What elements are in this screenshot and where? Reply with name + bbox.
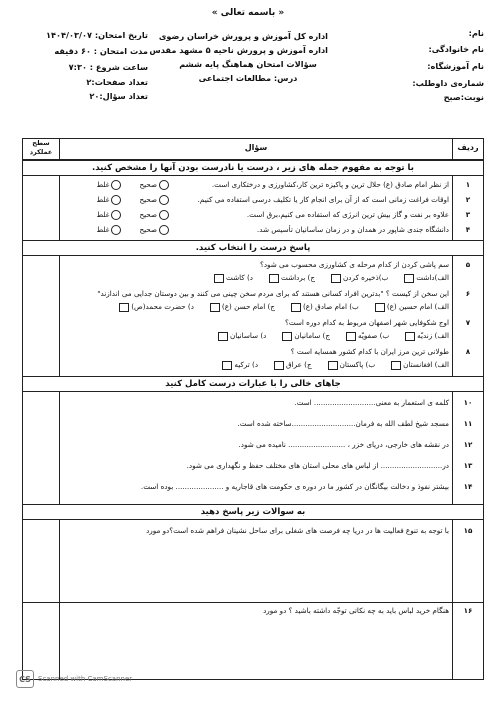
answer-options	[81, 331, 449, 341]
option	[267, 273, 315, 283]
option-checkbox[interactable]	[269, 274, 279, 283]
option-checkbox[interactable]	[404, 274, 414, 283]
true-false-row	[23, 225, 483, 239]
option-label: ج) سامانیان	[294, 331, 330, 340]
exam-header	[8, 6, 488, 138]
multiple-choice-row	[23, 347, 483, 375]
question-text: علاوه بر نفت و گاز بیش ترین انرژی که استفاده می کنیم،برق است.	[246, 210, 449, 219]
short-answer-section	[23, 520, 483, 680]
option-checkbox[interactable]	[375, 303, 385, 312]
option	[403, 331, 449, 341]
option	[220, 360, 258, 370]
true-false-row	[23, 195, 483, 209]
question-text: این سخن از کیست ؟ "بدترین افراد کسانی هستند که برای مردم سخن چینی می کنند و بین دوستان جدایی می اندازند"	[97, 289, 449, 298]
option-label: د) حضرت محمد(ص)	[131, 302, 194, 311]
option-checkbox[interactable]	[346, 332, 356, 341]
option-checkbox[interactable]	[391, 361, 401, 370]
option	[344, 331, 389, 341]
short-answer-row	[23, 526, 483, 604]
multiple-choice-row	[23, 318, 483, 346]
exam-date: تاریخ امتحان: ۱۴۰۴/۰۳/۰۷	[46, 30, 148, 40]
option	[212, 273, 253, 283]
true-label: صحیح	[139, 195, 157, 204]
option-label: ج) امام حسن (ع)	[221, 302, 275, 311]
true-label: صحیح	[139, 210, 157, 219]
option-checkbox[interactable]	[282, 332, 292, 341]
option-checkbox[interactable]	[328, 361, 338, 370]
row-number: ۴	[465, 225, 471, 234]
fill-blank-row	[23, 398, 483, 416]
row-number: ۸	[465, 347, 471, 356]
option-checkbox[interactable]	[291, 303, 301, 312]
answer-area[interactable]	[63, 540, 449, 598]
subject: درس: مطالعات اجتماعی	[198, 73, 298, 83]
page-count: تعداد صفحات:۲	[86, 77, 148, 87]
option-label: ج) عراق	[286, 360, 312, 369]
false-label: غلط	[96, 180, 110, 189]
option-label: ب)ذخیره کردن	[343, 273, 389, 282]
answer-options	[63, 210, 171, 220]
question-text: با توجه به تنوع فعالیت ها در دریا چه فرصت های شغلی برای ساحل نشینان فراهم شده است؟دو مورد	[146, 526, 449, 535]
shift-field: نوبت:صبح	[443, 92, 484, 102]
name-field: نام:	[468, 28, 484, 38]
fill-blank-row	[23, 461, 483, 479]
option-checkbox[interactable]	[119, 303, 129, 312]
option-label: الف) زندیّه	[417, 331, 449, 340]
option-label: د) کاشت	[226, 273, 254, 282]
fill-blank-row	[23, 482, 483, 500]
section-fill-blank-title: جاهای خالی را با عبارات درست کامل کنید	[23, 376, 483, 392]
row-number: ۳	[465, 210, 471, 219]
family-field: نام خانوادگی:	[428, 44, 484, 54]
true-label: صحیح	[139, 180, 157, 189]
fill-blank-row	[23, 440, 483, 458]
true-false-row	[23, 210, 483, 224]
row-number: ۱۶	[463, 606, 473, 615]
answer-options	[63, 195, 171, 205]
org-line-1: اداره کل آموزش و پرورش خراسان رضوی	[158, 31, 328, 41]
option-label: الف) امام حسین (ع)	[386, 302, 449, 311]
row-number: ۲	[465, 195, 471, 204]
option	[272, 360, 312, 370]
true-false-row	[23, 180, 483, 194]
fill-blank-section	[23, 392, 483, 504]
question-text[interactable]: در نقشه های خارجی، دریای خزر ، ......................... نامیده می شود.	[238, 440, 449, 449]
question-text: اوقات فراغت زمانی است که از آن برای انجام کار یا تکلیف درسی استفاده می کنیم.	[197, 195, 449, 204]
question-text: سم پاشی کردن از کدام مرحله ی کشاورزی محسوب می شود؟	[260, 260, 449, 269]
option-label: ج) برداشت	[281, 273, 315, 282]
section-true-false-title: با توجه به مفهوم جمله های زیر ، درست یا نادرست بودن آنها را مشخص کنید.	[23, 160, 483, 176]
multiple-choice-row	[23, 260, 483, 288]
section-short-answer-title: به سوالات زیر پاسخ دهید	[23, 504, 483, 520]
school-field: نام آموزشگاه:	[427, 61, 484, 71]
question-text[interactable]: در........................... از لباس های محلی استان های مختلف حفظ و نگهداری می شود.	[186, 461, 449, 470]
true-radio[interactable]	[159, 225, 169, 235]
camscanner-text: Scanned with CamScanner	[38, 675, 133, 683]
option-label: الف)داشت	[416, 273, 449, 282]
multiple-choice-section	[23, 256, 483, 376]
col-score-header: سطح عملکرد	[29, 139, 53, 156]
answer-options	[81, 302, 449, 312]
answer-options	[81, 273, 449, 283]
option	[326, 360, 376, 370]
false-radio[interactable]	[111, 195, 121, 205]
option	[280, 331, 330, 341]
row-number: ۱۵	[463, 526, 473, 535]
option	[216, 331, 266, 341]
option-checkbox[interactable]	[218, 332, 228, 341]
student-no-field: شماره‌ی داوطلب:	[412, 78, 484, 88]
true-false-section	[23, 176, 483, 240]
option-label: د) ساسانیان	[230, 331, 267, 340]
fill-blank-row	[23, 419, 483, 437]
option-label: ب) امام صادق (ع)	[302, 302, 359, 311]
true-radio[interactable]	[159, 180, 169, 190]
question-text: طولانی ترین مرز ایران با کدام کشور همسایه است ؟	[290, 347, 449, 356]
question-text[interactable]: بیشتر نفوذ و دخالت بیگانگان در کشور ما در دوره ی حکومت های قاجاریه و ..................... بوده است.	[140, 482, 449, 491]
row-divider	[23, 602, 483, 603]
question-text[interactable]: کلمه ی استعمار به معنی........................... است.	[294, 398, 449, 407]
col-question-header: سؤال	[244, 143, 268, 152]
option-label: ب) پاکستان	[339, 360, 376, 369]
option-label: الف) افغانستان	[403, 360, 449, 369]
option-label: ب) صفویّه	[358, 331, 390, 340]
org-line-2: اداره آموزش و پرورش ناحیه ۵ مشهد مقدس	[149, 45, 328, 55]
table-header	[23, 139, 483, 160]
question-text: هنگام خرید لباس باید به چه نکاتی توجّه داشته باشید ؟ دو مورد	[263, 606, 449, 615]
true-label: صحیح	[139, 225, 157, 234]
option-checkbox[interactable]	[210, 303, 220, 312]
true-radio[interactable]	[159, 195, 169, 205]
option	[389, 360, 449, 370]
option	[373, 302, 449, 312]
multiple-choice-row	[23, 289, 483, 317]
option-checkbox[interactable]	[222, 361, 232, 370]
start-time: ساعت شروع : ۷:۳۰	[68, 62, 148, 72]
option-checkbox[interactable]	[331, 274, 341, 283]
option	[402, 273, 449, 283]
option-checkbox[interactable]	[405, 332, 415, 341]
row-number: ۶	[465, 289, 471, 298]
false-label: غلط	[96, 195, 110, 204]
camscanner-watermark	[16, 670, 132, 688]
question-text: از نظر امام صادق (ع) حلال ترین و پاکیزه ترین کار،کشاورزی و درختکاری است.	[211, 180, 449, 189]
answer-options	[63, 225, 171, 235]
false-radio[interactable]	[111, 225, 121, 235]
false-label: غلط	[96, 225, 110, 234]
row-number: ۱۳	[463, 461, 473, 470]
exam-page	[8, 6, 488, 696]
option	[208, 302, 275, 312]
true-radio[interactable]	[159, 210, 169, 220]
false-label: غلط	[96, 210, 110, 219]
option	[329, 273, 388, 283]
row-number: ۱۰	[463, 398, 473, 407]
option-label: د) ترکیه	[234, 360, 259, 369]
question-text[interactable]: مسجد شیخ لطف الله به فرمان............................ساخته شده است.	[237, 419, 449, 428]
option	[117, 302, 194, 312]
exam-duration: مدت امتحان : ۶۰ دقیقه	[54, 46, 148, 56]
col-row-header: ردیف	[457, 143, 479, 152]
row-number: ۷	[465, 318, 471, 327]
row-number: ۱۱	[463, 419, 473, 428]
row-number: ۱۴	[463, 482, 473, 491]
option	[289, 302, 359, 312]
question-text: اوج شکوفایی شهر اصفهان مربوط به کدام دوره است؟	[285, 318, 449, 327]
answer-options	[81, 360, 449, 370]
option-checkbox[interactable]	[214, 274, 224, 283]
bismillah: « باسمه تعالی »	[211, 8, 285, 18]
row-number: ۱	[465, 180, 471, 189]
question-count: تعداد سؤال:۲۰	[89, 91, 148, 101]
row-number: ۵	[465, 260, 471, 269]
question-text: دانشگاه جندی شاپور در همدان و در زمان ساسانیان تأسیس شد.	[256, 225, 449, 234]
answer-options	[63, 180, 171, 190]
row-number: ۱۲	[463, 440, 473, 449]
questions-table	[22, 138, 484, 680]
org-line-3: سؤالات امتحان هماهنگ پایه ششم	[179, 59, 317, 69]
option-checkbox[interactable]	[274, 361, 284, 370]
false-radio[interactable]	[111, 180, 121, 190]
camscanner-logo: CS	[16, 670, 34, 688]
section-multiple-choice-title: پاسخ درست را انتخاب کنید.	[23, 240, 483, 256]
false-radio[interactable]	[111, 210, 121, 220]
